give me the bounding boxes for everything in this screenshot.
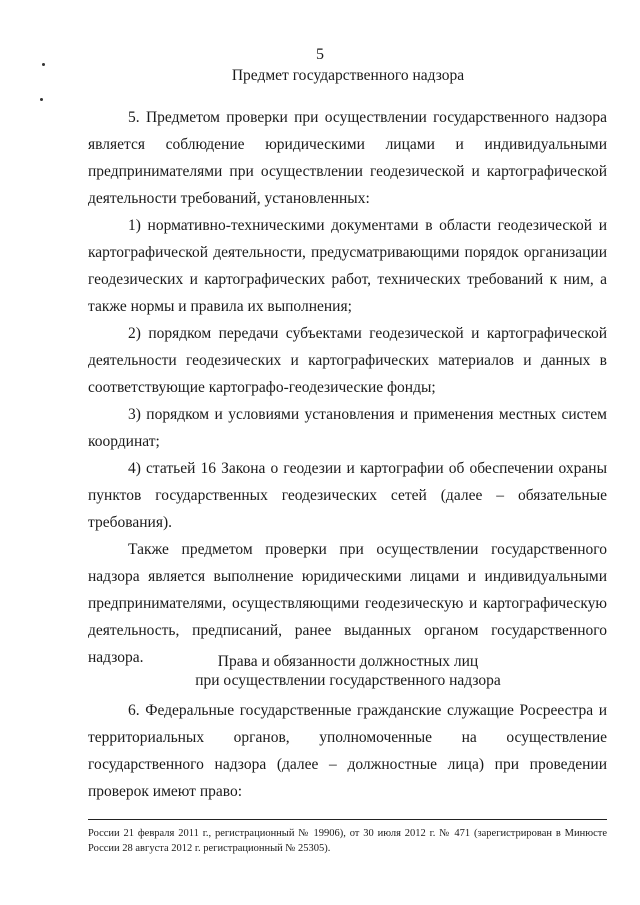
list-item-2: 2) порядком передачи субъектами геодезической и картографической деятельности геодезических и картографических материалов и данных в соответствующие картографо-геодезические фонды; bbox=[88, 325, 607, 396]
footnote-text: России 21 февраля 2011 г., регистрационный № 19906), от 30 июля 2012 г. № 471 (зарегистрирован в Минюсте России 28 августа 2012 г. регистрационный № 25305). bbox=[88, 828, 607, 854]
section-heading-rights bbox=[88, 652, 608, 690]
section-heading-subject: Предмет государственного надзора bbox=[231, 67, 465, 84]
paragraph-5: 5. Предметом проверки при осуществлении государственного надзора является соблюдение юридическими лицами и индивидуальными предпринимателями при осуществлении геодезической и картографической деятельности требований, установленных: bbox=[88, 109, 607, 207]
section-body-rights bbox=[88, 697, 607, 805]
section-body-subject bbox=[88, 104, 607, 671]
list-item-4: 4) статьей 16 Закона о геодезии и картографии об обеспечении охраны пунктов государственных геодезических сетей (далее – обязательные требования). bbox=[88, 460, 607, 531]
paragraph-6: 6. Федеральные государственные гражданские служащие Росреестра и территориальных органов, уполномоченные на осуществление государственного надзора (далее – должностные лица) при проведении проверок имеют право: bbox=[88, 702, 607, 800]
list-item-3: 3) порядком и условиями установления и применения местных систем координат; bbox=[88, 406, 607, 450]
heading-line-1: Права и обязанности должностных лиц bbox=[217, 653, 479, 670]
heading-line-2: при осуществлении государственного надзора bbox=[195, 672, 501, 689]
page-number: 5 bbox=[316, 46, 324, 63]
paragraph-also-subject: Также предметом проверки при осуществлении государственного надзора является выполнение юридическими лицами и индивидуальными предпринимателями, осуществляющими геодезическую и картографическую деятельность, предписаний, ранее выданных органом государственного надзора. bbox=[88, 541, 607, 666]
scan-mark bbox=[40, 98, 43, 101]
footnote-separator bbox=[88, 819, 607, 820]
list-item-1: 1) нормативно-техническими документами в области геодезической и картографической деятельности, предусматривающими порядок организации геодезических и картографических работ, технических требований к ним, а также нормы и правила их выполнения; bbox=[88, 217, 607, 315]
